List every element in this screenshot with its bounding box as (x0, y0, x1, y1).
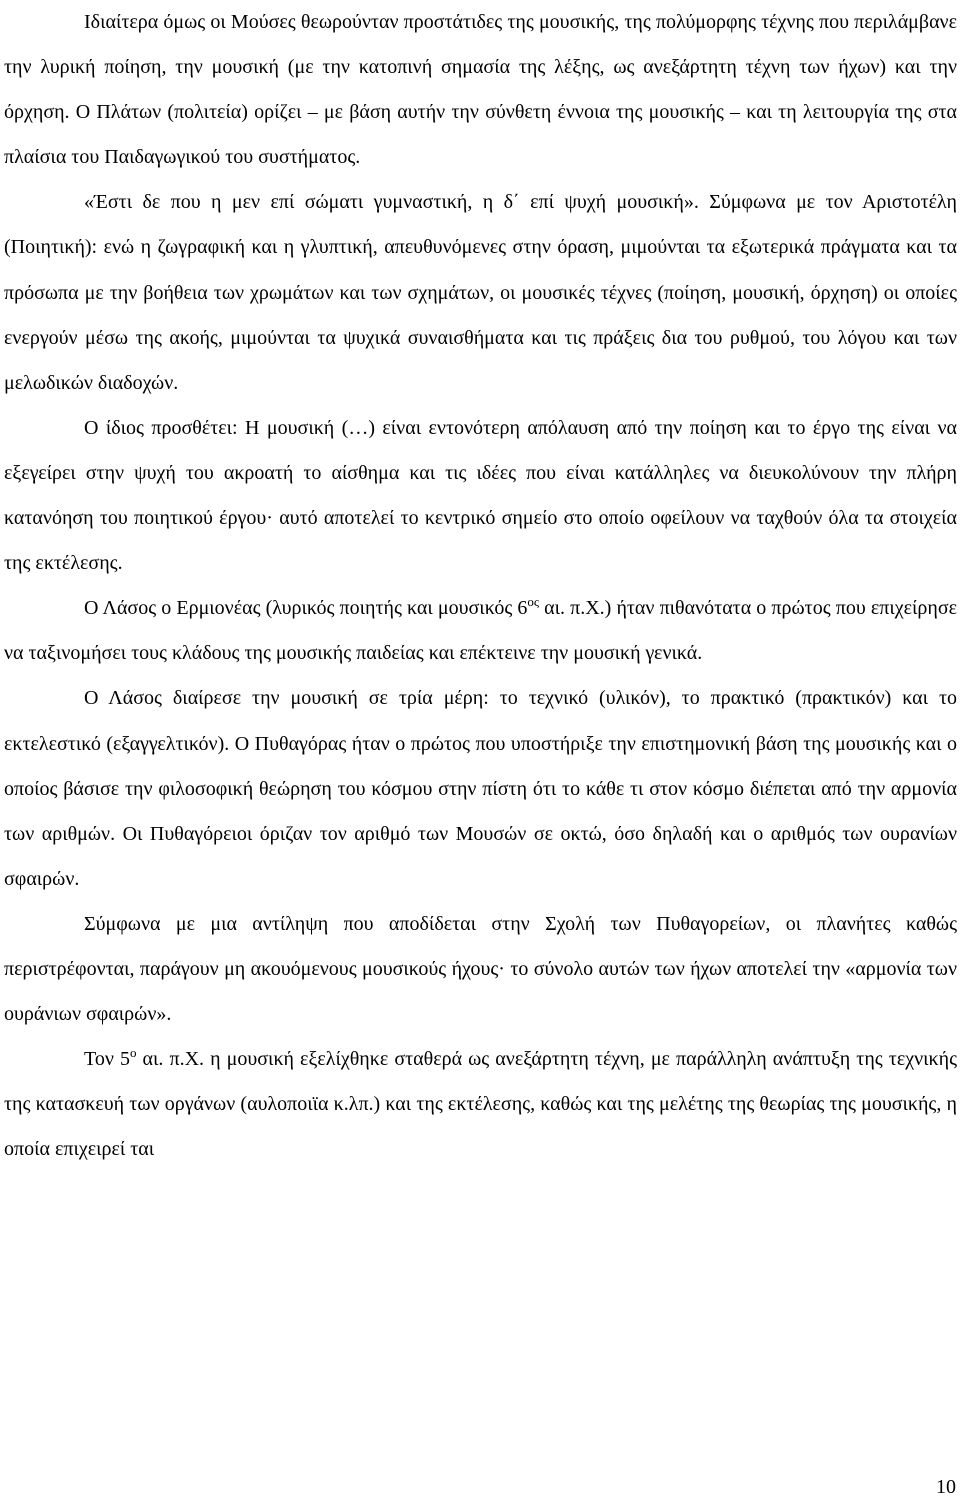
paragraph-aristotle (4, 180, 957, 405)
paragraph-lasos-division (4, 676, 957, 901)
paragraph-aristotle-adds (4, 406, 957, 586)
paragraph-text: αι. π.Χ. η μουσική εξελίχθηκε σταθερά ως ανεξάρτητη τέχνη, με παράλληλη ανάπτυξη της τεχνικής της κατασκευή των οργάνων (αυλοποιϊα κ.λπ.) και της εκτέλεσης, καθώς και της μελέτης της θεωρίας της μουσικής, η οποία επιχειρεί ται (4, 1048, 957, 1161)
paragraph-fifth-century (4, 1037, 957, 1172)
superscript: ος (527, 594, 540, 610)
paragraph-muses (4, 0, 957, 180)
body-text (4, 0, 957, 1172)
page-number: 10 (936, 1476, 956, 1498)
paragraph-text: Ιδιαίτερα όμως οι Μούσες θεωρούνταν προστάτιδες της μουσικής, της πολύμορφης τέχνης που περιλάμβανε την λυρική ποίηση, την μουσική (με την κατοπινή σημασία της λέξης, ως ανεξάρτητη τέχνη των ήχων) και την όρχηση. Ο Πλάτων (πολιτεία) ορίζει – με βάση αυτήν την σύνθετη έννοια της μουσικής – και τη λειτουργία της στα πλαίσια του Παιδαγωγικού του συστήματος. (4, 11, 957, 169)
paragraph-text: Ο ίδιος προσθέτει: Η μουσική (…) είναι εντονότερη απόλαυση από την ποίηση και το έργο της είναι να εξεγείρει στην ψυχή του ακροατή το αίσθημα και τις ιδέες που είναι κατάλληλες να διευκολύνουν την πλήρη κατανόηση του ποιητικού έργου· αυτό αποτελεί το κεντρικό σημείο στο οποίο οφείλουν να ταχθούν όλα τα στοιχεία της εκτέλεσης. (4, 416, 957, 575)
paragraph-text: Ο Λάσος ο Ερμιονέας (λυρικός ποιητής και μουσικός 6 (84, 597, 528, 620)
superscript: ο (129, 1045, 137, 1061)
paragraph-pythagoreans (4, 902, 957, 1037)
paragraph-text: Σύμφωνα με μια αντίληψη που αποδίδεται στην Σχολή των Πυθαγορείων, οι πλανήτες καθώς περιστρέφονται, παράγουν μη ακουόμενους μουσικούς ήχους· το σύνολο αυτών των ήχων αποτελεί την «αρμονία των ουράνιων σφαιρών». (4, 912, 957, 1026)
paragraph-text: «Έστι δε που η μεν επί σώματι γυμναστική, η δ΄ επί ψυχή μουσική». Σύμφωνα με τον Αριστοτέλη (Ποιητική): ενώ η ζωγραφική και η γλυπτική, απευθυνόμενες στην όραση, μιμούνται τα εξωτερικά πράγματα και τα πρόσωπα με την βοήθεια των χρωμάτων και των σχημάτων, οι μουσικές τέχνες (ποίηση, μουσική, όρχηση) οι οποίες ενεργούν μέσω της ακοής, μιμούνται τα ψυχικά συναισθήματα και τις πράξεις δια του ρυθμού, του λόγου και των μελωδικών διαδοχών. (4, 191, 957, 394)
paragraph-text: Ο Λάσος διαίρεσε την μουσική σε τρία μέρη: το τεχνικό (υλικόν), το πρακτικό (πρακτικόν) και το εκτελεστικό (εξαγγελτικόν). Ο Πυθαγόρας ήταν ο πρώτος που υποστήριξε την επιστημονική βάση της μουσικής και ο οποίος βάσισε την φιλοσοφική θεώρηση του κόσμου στην πίστη ότι το κάθε τι στον κόσμο διέπεται από την αρμονία των αριθμών. Οι Πυθαγόρειοι όριζαν τον αριθμό των Μουσών σε οκτώ, όσο δηλαδή και ο αριθμός των ουρανίων σφαιρών. (4, 687, 957, 890)
paragraph-text: αι. π.Χ.) ήταν πιθανότατα ο πρώτος που επιχείρησε να ταξινομήσει τους κλάδους της μουσικής παιδείας και επέκτεινε την μουσική γενικά. (4, 597, 957, 665)
paragraph-lasos (4, 586, 957, 676)
paragraph-text: Τον 5 (84, 1048, 130, 1071)
